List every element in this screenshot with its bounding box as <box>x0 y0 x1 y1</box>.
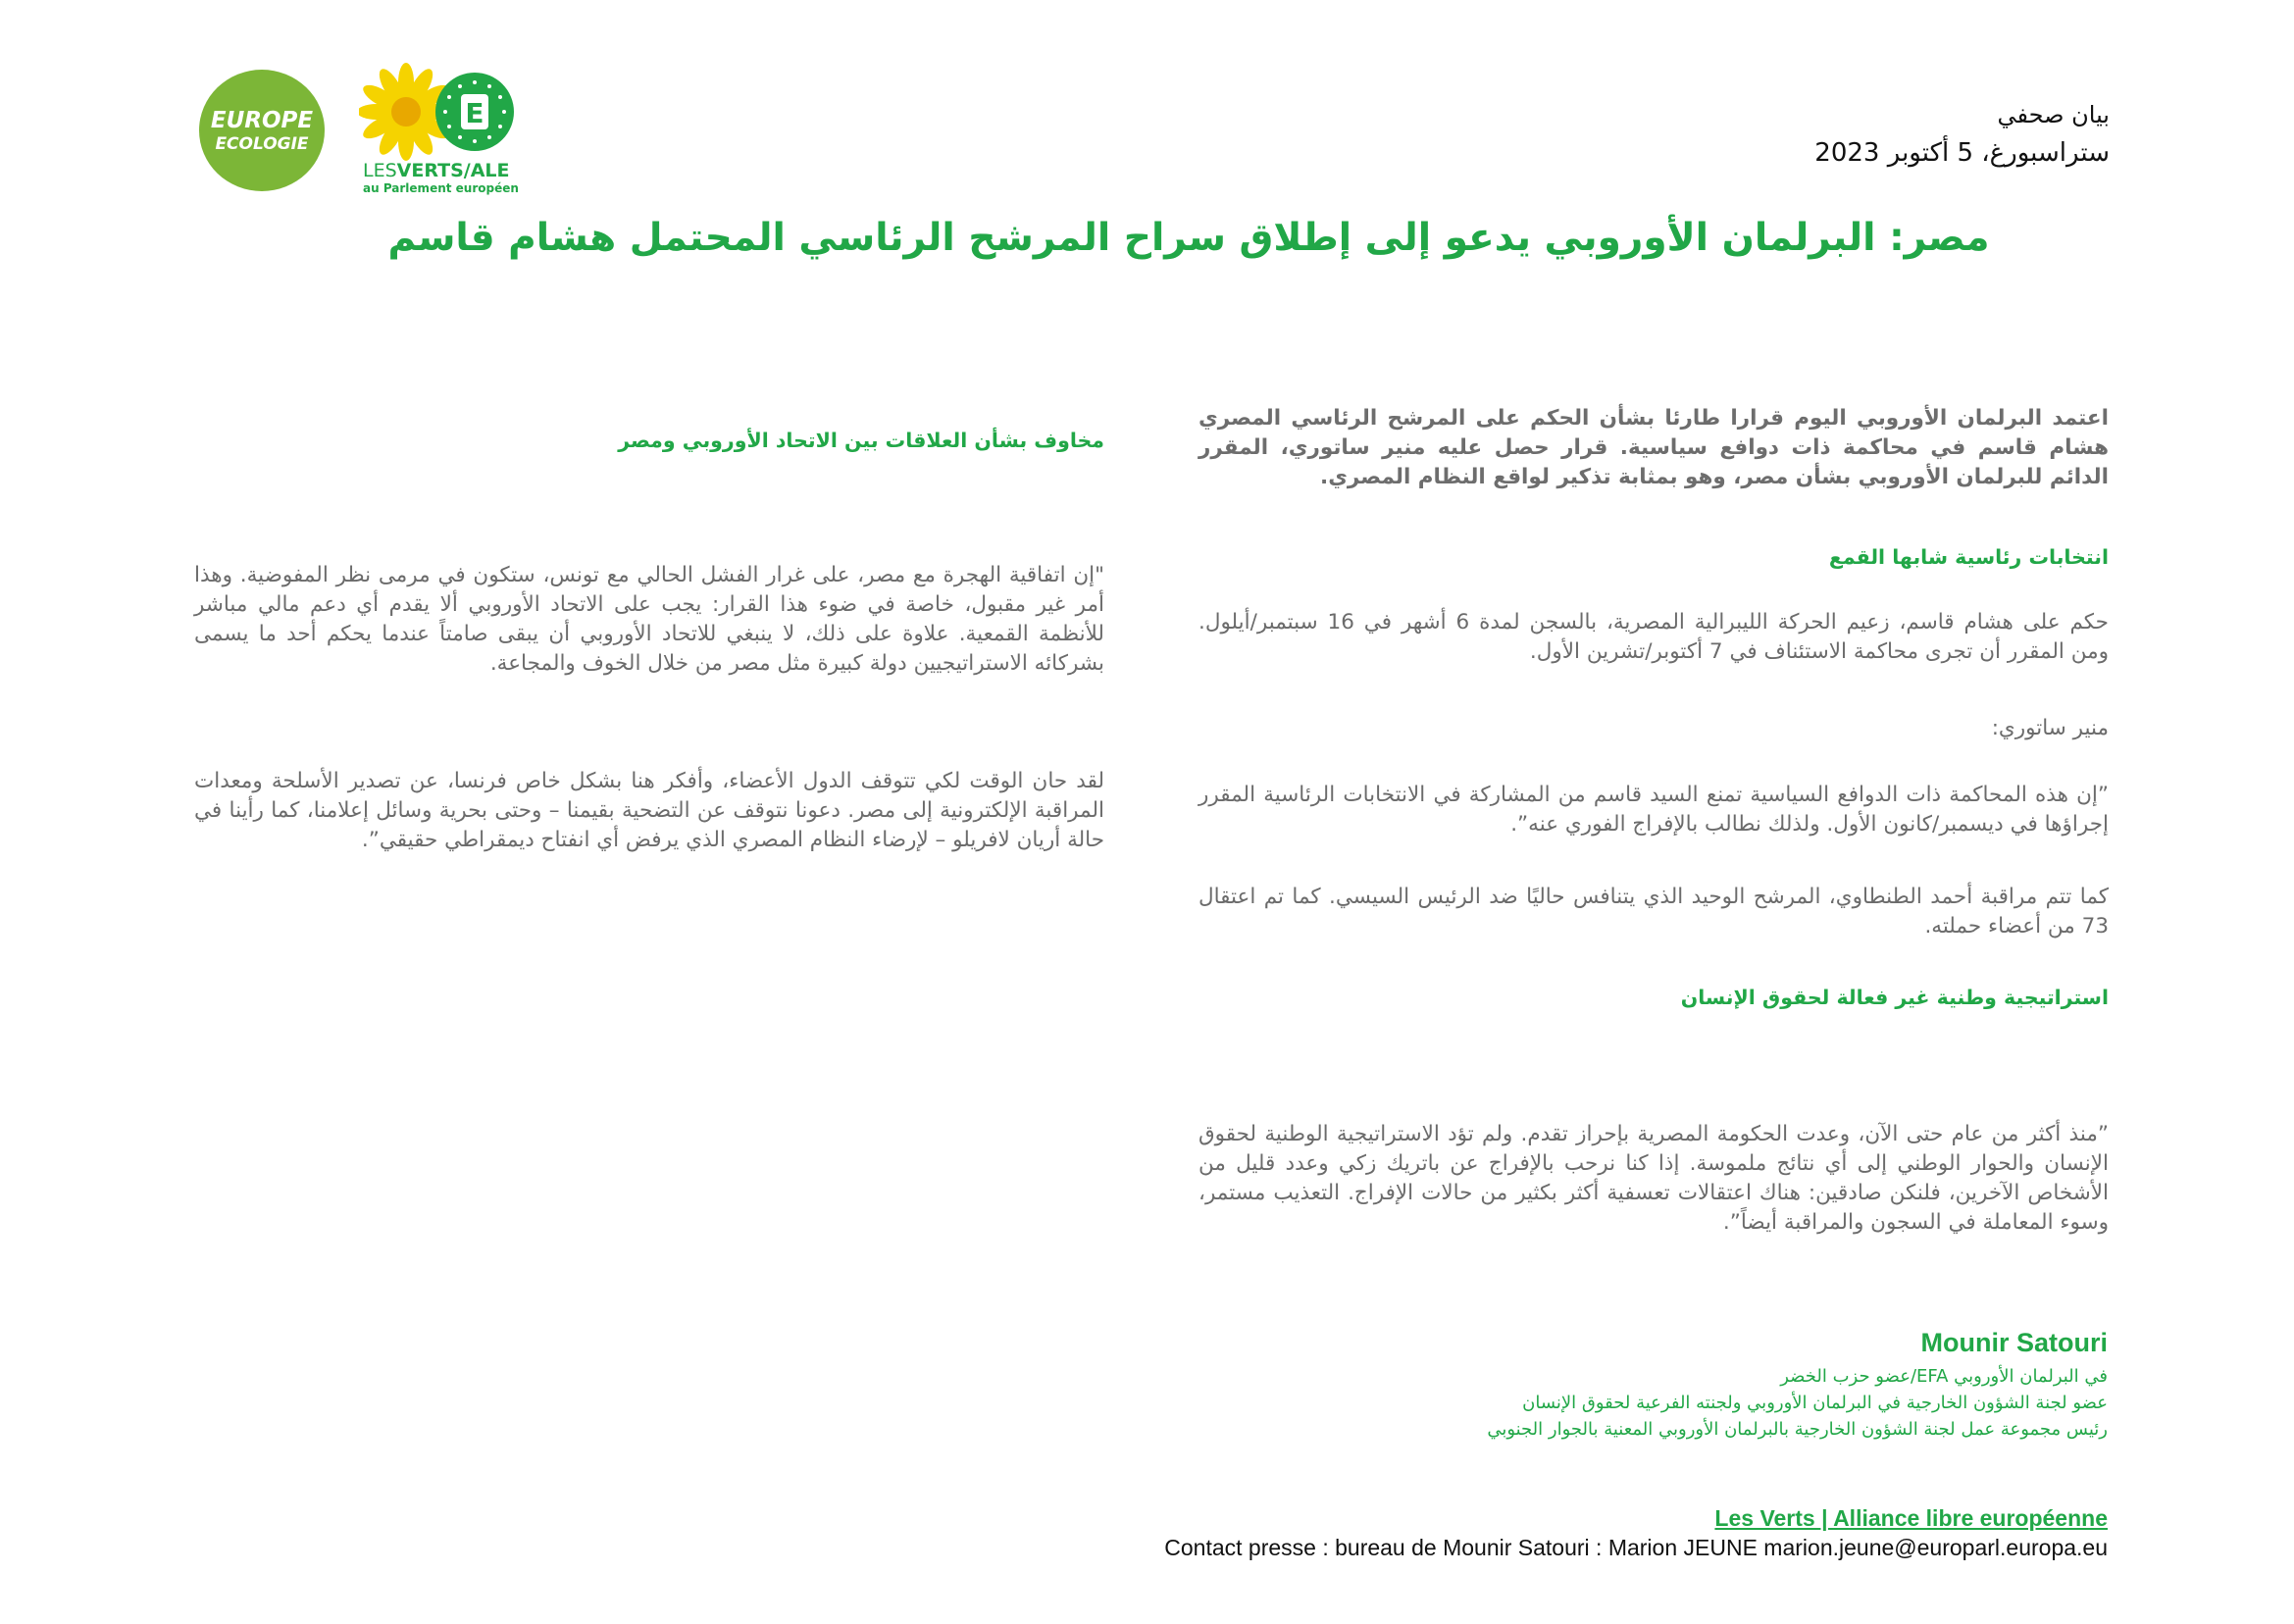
svg-text:LESVERTS/ALE <box>363 160 510 181</box>
les-verts-suffix: /ALE <box>463 160 510 181</box>
footer-party-link[interactable]: Les Verts | Alliance libre européenne <box>1714 1505 2108 1531</box>
paragraph-sentence <box>1198 608 2109 667</box>
paragraph-tantawi <box>1198 883 2109 941</box>
quote-strategy <box>1198 1120 2109 1238</box>
quote-migration-text: "إن اتفاقية الهجرة مع مصر، على غرار الفشل الحالي مع تونس، ستكون في مرمى نظر المفوضية. وهذا أمر غير مقبول، خاصة في ضوء هذا القرار: يجب على الاتحاد الأوروبي ألا يقدم أي دعم مالي مباشر للأنظمة القمعية. علاوة على ذلك، لا ينبغي للاتحاد الأوروبي أن يبقى صامتاً عندما يحكم أحد ما يسمى بشركائه الاستراتيجيين دولة كبيرة مثل مصر من خلال الخوف والمجاعة. <box>194 563 1104 676</box>
quote-arms-text: لقد حان الوقت لكي تتوقف الدول الأعضاء، وأفكر هنا بشكل خاص فرنسا، عن تصدير الأسلحة ومعدات المراقبة الإلكترونية إلى مصر. دعونا نتوقف عن التضحية بقيمنا – وحتى بحرية وسائل إعلامنا، كما رأينا في حالة أريان لافريلو – لإرضاء النظام المصري الذي يرفض أي انفتاح ديمقراطي حقيقي”. <box>194 769 1104 852</box>
footer-press-contact: Contact presse : bureau de Mounir Satouri : Marion JEUNE marion.jeune@europarl.europa.eu <box>1164 1535 2108 1560</box>
signature-name: Mounir Satouri <box>1920 1328 2108 1357</box>
europe-ecologie-line1: EUROPE <box>210 108 314 133</box>
quote-trial-text: ”إن هذه المحاكمة ذات الدوافع السياسية تمنع السيد قاسم من المشاركة في الانتخابات الرئاسية المقرر إجراؤها في ديسمبر/كانون الأول. ولذلك نطالب بالإفراج الفوري عنه”. <box>1198 783 2109 837</box>
sentence-text: حكم على هشام قاسم، زعيم الحركة الليبرالية المصرية، بالسجن لمدة 6 أشهر في 16 سبتمبر/أيلول. ومن المقرر أن تجرى محاكمة الاستئناف في 7 أكتوبر/تشرين الأول. <box>1198 610 2109 664</box>
page-title: مصر: البرلمان الأوروبي يدعو إلى إطلاق سراح المرشح الرئاسي المحتمل هشام قاسم <box>387 216 1990 260</box>
les-verts-prefix: LES <box>363 160 397 181</box>
subhead-eu-egypt: مخاوف بشأن العلاقات بين الاتحاد الأوروبي ومصر <box>618 429 1104 452</box>
quote-migration <box>194 561 1104 679</box>
date-line: ستراسبورغ، 5 أكتوبر 2023 <box>1814 138 2110 168</box>
quote-trial <box>1198 781 2109 839</box>
lead-paragraph <box>1198 404 2109 492</box>
subhead-human-rights: استراتيجية وطنية غير فعالة لحقوق الإنسان <box>1680 986 2109 1009</box>
europe-ecologie-line2: ECOLOGIE <box>215 134 309 154</box>
les-verts-ale-logo <box>359 61 555 198</box>
les-verts-subtitle: au Parlement européen <box>363 181 519 195</box>
quote-arms <box>194 767 1104 855</box>
les-verts-main: VERTS <box>396 160 464 181</box>
signature-role-3: رئيس مجموعة عمل لجنة الشؤون الخارجية بالبرلمان الأوروبي المعنية بالجوار الجنوبي <box>1487 1419 2108 1440</box>
tantawi-text: كما تتم مراقبة أحمد الطنطاوي، المرشح الوحيد الذي يتنافس حاليًا ضد الرئيس السيسي. كما تم اعتقال 73 من أعضاء حملته. <box>1198 885 2109 939</box>
press-release-label: بيان صحفي <box>1997 101 2110 128</box>
subhead-elections: انتخابات رئاسية شابها القمع <box>1828 545 2109 569</box>
lead-text: اعتمد البرلمان الأوروبي اليوم قرارا طارئا بشأن الحكم على المرشح الرئاسي المصري هشام قاسم في محاكمة ذات دوافع سياسية. قرار حصل عليه منير ساتوري، المقرر الدائم للبرلمان الأوروبي بشأن مصر، وهو بمثابة تذكير لواقع النظام المصري. <box>1198 406 2109 489</box>
signature-role-1: في البرلمان الأوروبي EFA/عضو حزب الخضر <box>1780 1366 2108 1387</box>
speaker-label <box>1198 714 2109 743</box>
ale-e-letter: E <box>465 97 484 129</box>
signature-role-2: عضو لجنة الشؤون الخارجية في البرلمان الأوروبي ولجنته الفرعية لحقوق الإنسان <box>1522 1393 2108 1413</box>
quote-strategy-text: ”منذ أكثر من عام حتى الآن، وعدت الحكومة المصرية بإحراز تقدم. ولم تؤد الاستراتيجية الوطنية لحقوق الإنسان والحوار الوطني إلى أي نتائج ملموسة. إذا كنا نرحب بالإفراج عن باتريك زكي وعدد قليل من الأشخاص الآخرين، فلنكن صادقين: هناك اعتقالات تعسفية أكثر بكثير من حالات الإفراج. التعذيب مستمر، وسوء المعاملة في السجون والمراقبة أيضاً”. <box>1198 1122 2109 1235</box>
europe-ecologie-logo <box>196 67 328 194</box>
speaker-text: منير ساتوري: <box>1991 716 2109 740</box>
